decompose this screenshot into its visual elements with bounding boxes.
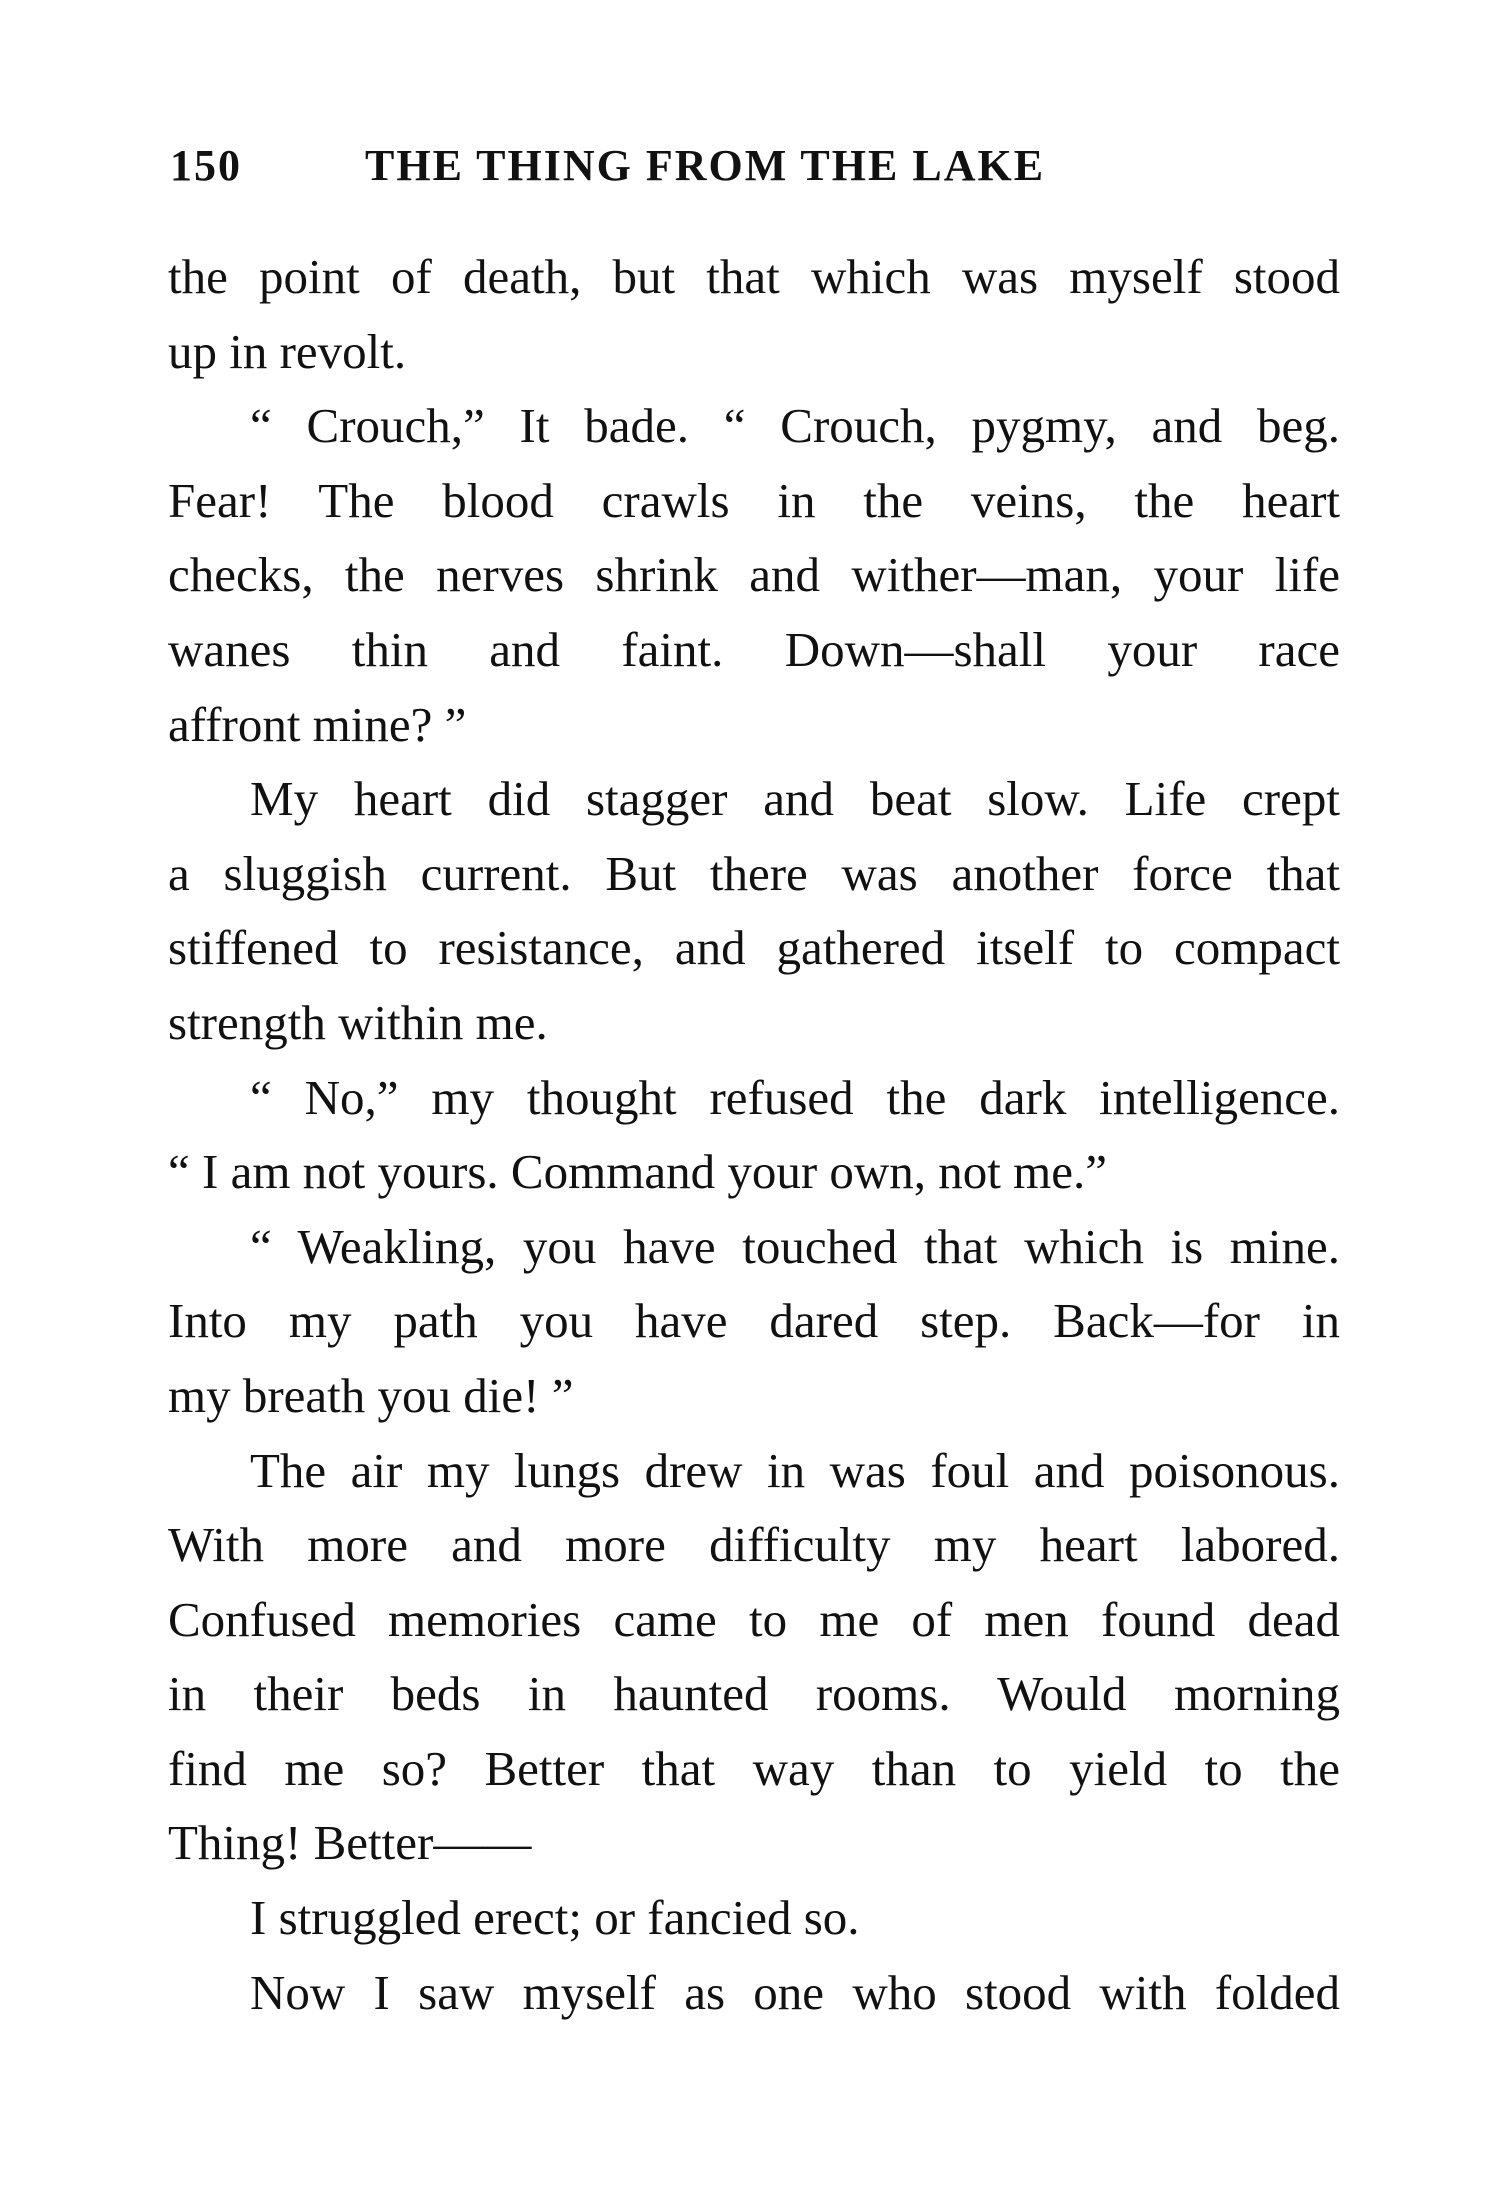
text-line: The air my lungs drew in was foul and poisonous.	[250, 1442, 1340, 1498]
text-line: With more and more difficulty my heart labored.	[168, 1517, 1340, 1573]
text-line: Thing! Better——	[168, 1815, 532, 1871]
text-line: my breath you die! ”	[168, 1367, 574, 1423]
text-line: stiffened to resistance, and gathered itself to compact	[168, 920, 1340, 976]
body-text	[168, 240, 1340, 2030]
text-line: affront mine? ”	[168, 696, 467, 752]
text-line: I struggled erect; or fancied so.	[250, 1890, 860, 1946]
running-head	[170, 140, 1340, 200]
text-line: strength within me.	[168, 994, 548, 1050]
text-line: “ I am not yours. Command your own, not me.”	[168, 1144, 1108, 1200]
text-line: wanes thin and faint. Down—shall your race	[168, 621, 1340, 677]
text-line: “ Weakling, you have touched that which is mine.	[250, 1218, 1340, 1274]
text-line: up in revolt.	[168, 323, 407, 379]
text-line: a sluggish current. But there was another force that	[168, 845, 1340, 901]
text-line: in their beds in haunted rooms. Would morning	[168, 1666, 1340, 1722]
text-line: Into my path you have dared step. Back—for in	[168, 1293, 1340, 1349]
text-line: find me so? Better that way than to yield to the	[168, 1740, 1340, 1796]
text-line: the point of death, but that which was myself stood	[168, 249, 1340, 304]
text-line: Now I saw myself as one who stood with folded	[250, 1964, 1340, 2020]
text-line: checks, the nerves shrink and wither—man, your life	[168, 547, 1340, 603]
page-number: 150	[170, 141, 242, 190]
text-line: “ No,” my thought refused the dark intelligence.	[250, 1069, 1340, 1125]
text-line: Confused memories came to me of men found dead	[168, 1591, 1340, 1647]
text-line: Fear! The blood crawls in the veins, the heart	[168, 472, 1340, 528]
text-line: My heart did stagger and beat slow. Life crept	[250, 771, 1340, 827]
running-title: THE THING FROM THE LAKE	[365, 141, 1046, 190]
text-line: “ Crouch,” It bade. “ Crouch, pygmy, and beg.	[250, 398, 1340, 454]
